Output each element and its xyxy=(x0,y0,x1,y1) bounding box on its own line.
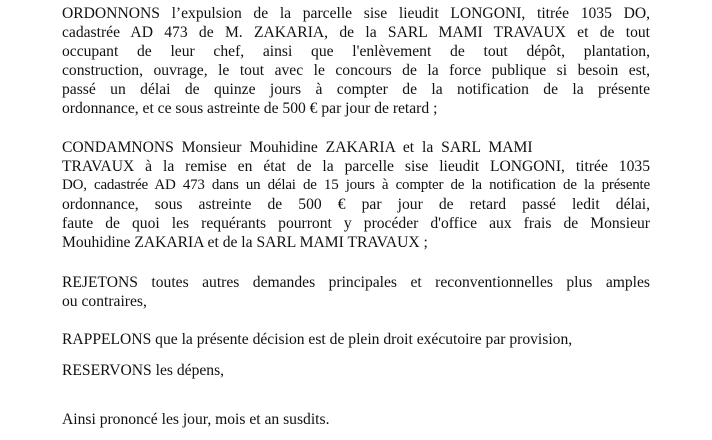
condamnons-line-1: CONDAMNONS Monsieur Mouhidine ZAKARIA et la SARL MAMI xyxy=(62,139,533,156)
rappelons-line: RAPPELONS que la présente décision est de plein droit exécutoire par provision, xyxy=(62,331,573,348)
closing-line: Ainsi prononcé les jour, mois et an susdits. xyxy=(62,411,330,428)
condamnons-line-2: TRAVAUX à la remise en état de la parcelle sise lieudit LONGONI, titrée 1035 xyxy=(62,158,650,175)
rejetons-line-2: ou contraires, xyxy=(62,293,147,310)
ordonnons-line-3: occupant de leur chef, ainsi que l'enlèvement de tout dépôt, plantation, xyxy=(62,43,650,60)
ordonnons-line-4: construction, ouvrage, le tout avec le concours de la force publique si besoin est, xyxy=(62,62,650,79)
reservons-line: RESERVONS les dépens, xyxy=(62,362,225,379)
condamnons-line-6: Mouhidine ZAKARIA et de la SARL MAMI TRAVAUX ; xyxy=(62,234,428,251)
ordonnons-line-1: ORDONNONS l’expulsion de la parcelle sise lieudit LONGONI, titrée 1035 DO, xyxy=(62,5,650,22)
condamnons-line-5: faute de quoi les requérants pourront y procéder d'office aux frais de Monsieur xyxy=(62,215,650,232)
rejetons-line-1: REJETONS toutes autres demandes principales et reconventionnelles plus amples xyxy=(62,274,650,291)
ordonnons-line-2: cadastrée AD 473 de M. ZAKARIA, de la SARL MAMI TRAVAUX et de tout xyxy=(62,24,650,41)
ordonnons-line-6: ordonnance, et ce sous astreinte de 500 € par jour de retard ; xyxy=(62,100,438,117)
ordonnons-line-5: passé un délai de quinze jours à compter de la notification de la présente xyxy=(62,81,650,98)
condamnons-line-4: ordonnance, sous astreinte de 500 € par jour de retard passé ledit délai, xyxy=(62,196,650,213)
condamnons-line-3: DO, cadastrée AD 473 dans un délai de 15 jours à compter de la notification de la présente xyxy=(62,177,650,193)
